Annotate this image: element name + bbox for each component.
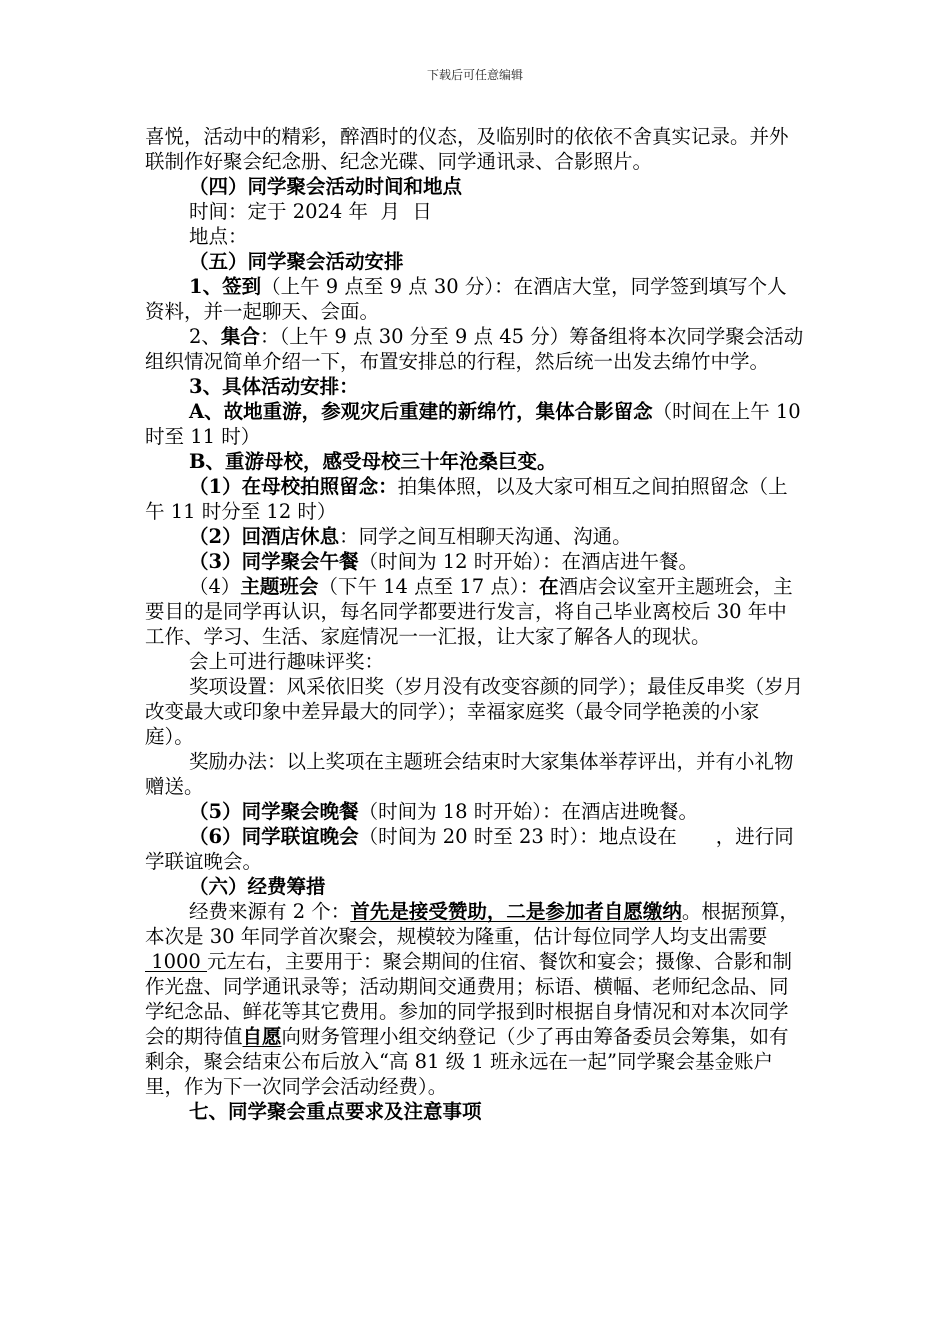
paragraph <box>145 549 805 574</box>
paragraph: 奖励办法：以上奖项在主题班会结束时大家集体举荐评出，并有小礼物赠送。 <box>145 750 794 798</box>
bold-label: （3）同学聚会午餐 <box>189 550 359 573</box>
section-heading: B、重游母校，感受母校三十年沧桑巨变。 <box>189 450 557 473</box>
paragraph: 时间：定于 2024 年 月 日 <box>189 200 432 223</box>
paragraph-text: 拍集体照，以及大家可相互之间拍照留念（上午 11 时分至 12 时） <box>145 475 788 523</box>
bold-label: 集合 <box>220 325 260 348</box>
paragraph: 喜悦，活动中的精彩，醉酒时的仪态，及临别时的依依不舍真实记录。并外联制作好聚会纪念册、纪念光碟、同学通讯录、合影照片。 <box>145 125 789 173</box>
paragraph <box>145 824 805 874</box>
bold-label: 主题班会 <box>240 575 319 598</box>
paragraph <box>145 399 805 449</box>
paragraph-text: 2、 <box>189 325 221 348</box>
paragraph <box>145 574 805 649</box>
bold-label: （6）同学联谊晚会 <box>189 825 359 848</box>
paragraph: 奖项设置：风采依旧奖（岁月没有改变容颜的同学）；最佳反串奖（岁月改变最大或印象中差异最大的同学）；幸福家庭奖（最令同学艳羡的小家庭）。 <box>145 675 804 748</box>
paragraph-text: （上午 9 点至 9 点 30 分）：在酒店大堂，同学签到填写个人资料，并一起聊天、会面。 <box>145 275 787 323</box>
section-heading: 3、具体活动安排： <box>189 375 359 398</box>
paragraph-text: 。根据预算，本次是 30 年同学首次聚会，规模较为隆重，估计每位同学人均支出需要 <box>145 900 799 948</box>
bold-label: 在 <box>539 575 559 598</box>
section-heading: （六）经费筹措 <box>189 875 326 898</box>
bold-label: （2）回酒店休息 <box>189 525 340 548</box>
paragraph <box>145 324 805 374</box>
paragraph <box>145 799 805 824</box>
paragraph-text: （4） <box>189 575 241 598</box>
paragraph-text: 向财务管理小组交纳登记（少了再由筹备委员会筹集，如有剩余，聚会结束公布后放入“高 81 级 1 班永远在一起”同学聚会基金账户里，作为下一次同学会活动经费）。 <box>145 1025 789 1098</box>
paragraph-text: ：同学之间互相聊天沟通、沟通。 <box>339 525 632 548</box>
bold-label: 1、签到 <box>189 275 262 298</box>
paragraph: 会上可进行趣味评奖： <box>189 650 385 673</box>
section-heading: （五）同学聚会活动安排 <box>189 250 404 273</box>
underlined-amount: 1000 <box>145 950 208 973</box>
document-body <box>145 124 805 1124</box>
page-header-note: 下载后可任意编辑 <box>426 68 523 82</box>
paragraph <box>145 524 805 549</box>
underlined-text: 首先是接受赞助，二是参加者自愿缴纳 <box>350 900 682 923</box>
bold-label: A、故地重游，参观灾后重建的新绵竹，集体合影留念 <box>189 400 653 423</box>
paragraph-text: （时间在上午 10 时至 11 时） <box>145 400 801 448</box>
paragraph-text: 酒店会议室开主题班会，主要目的是同学再认识，每名同学都要进行发言，将自己毕业离校后 30 年中工作、学习、生活、家庭情况一一汇报，让大家了解各人的现状。 <box>145 575 793 648</box>
underlined-text: 自愿 <box>242 1025 282 1048</box>
paragraph-text: 元左右，主要用于：聚会期间的住宿、餐饮和宴会；摄像、合影和制作光盘、同学通讯录等；活动期间交通费用；标语、横幅、老师纪念品、同学纪念品、鲜花等其它费用。参加的同学报到时根据自身情况和对本次同学会的期待值 <box>145 950 793 1048</box>
section-heading: 七、同学聚会重点要求及注意事项 <box>189 1100 482 1123</box>
paragraph-text: （下午 14 点至 17 点）： <box>318 575 540 598</box>
paragraph-text: ：（上午 9 点 30 分至 9 点 45 分）筹备组将本次同学聚会活动组织情况简单介绍一下，布置安排总的行程，然后统一出发去绵竹中学。 <box>145 325 804 373</box>
paragraph-text: （时间为 12 时开始）：在酒店进午餐。 <box>358 550 699 573</box>
paragraph-text: （时间为 20 时至 23 时）：地点设在 ，进行同学联谊晚会。 <box>145 825 794 873</box>
paragraph <box>145 274 805 324</box>
paragraph-text: （时间为 18 时开始）：在酒店进晚餐。 <box>358 800 699 823</box>
paragraph-text: 经费来源有 2 个： <box>189 900 351 923</box>
bold-label: （5）同学聚会晚餐 <box>189 800 359 823</box>
paragraph <box>145 474 805 524</box>
bold-label: （1）在母校拍照留念： <box>189 475 398 498</box>
paragraph <box>145 899 805 1099</box>
section-heading: （四）同学聚会活动时间和地点 <box>189 175 463 198</box>
paragraph: 地点： <box>189 225 248 248</box>
